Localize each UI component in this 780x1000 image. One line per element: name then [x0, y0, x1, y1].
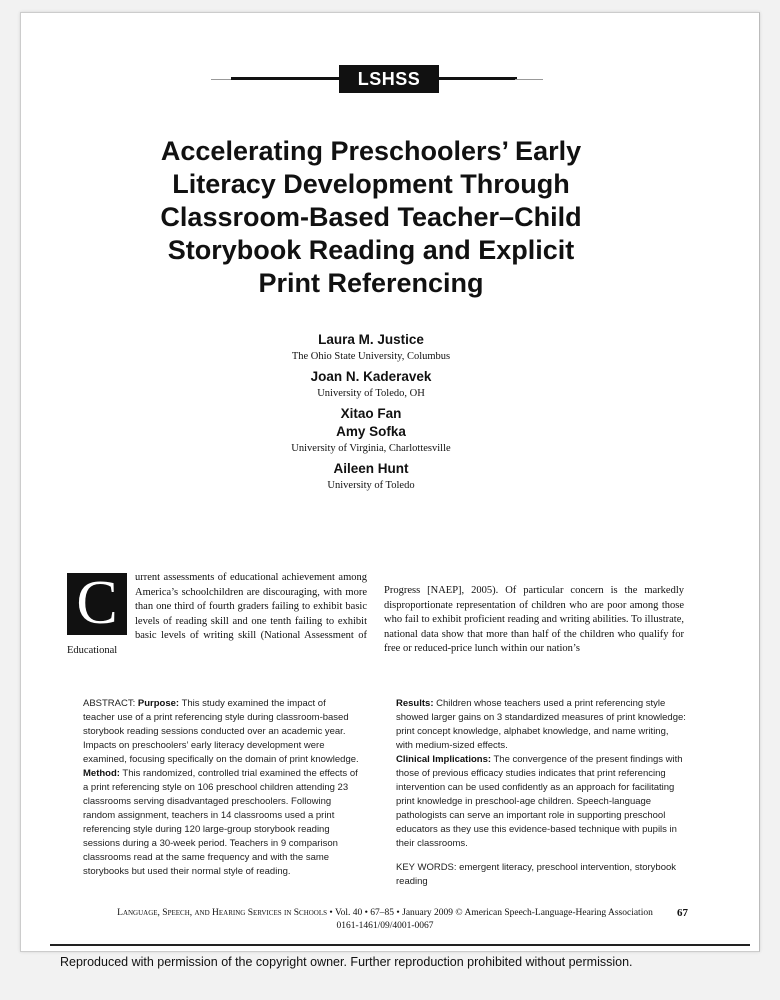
author-name: Amy Sofka [336, 424, 406, 439]
author-affiliation: University of Toledo, OH [317, 388, 425, 399]
abstract-clinical [396, 753, 686, 851]
header-rule-faint-right [515, 79, 543, 80]
results-label: Results: [396, 698, 434, 709]
intro-text-right: Progress [NAEP], 2005). Of particular concern is the markedly disproportionate representation of children who are poor among those who fail to exhibit proficient reading and writing abilities. To illustrate, national data show that more than half of the children who qualify for free or reduced-price lunch within our nation’s [384, 585, 684, 654]
title-line: Accelerating Preschoolers’ Early [160, 136, 582, 166]
header-rule-right [439, 77, 517, 80]
author-affiliation: The Ohio State University, Columbus [291, 351, 451, 362]
intro-text-left: urrent assessments of educational achievement among America’s schoolchildren are discouraging, with more than one third of fourth graders failing to exhibit basic levels of reading skill and one tenth failing to exhibit basic levels of writing skill (National Assessment of Educational [67, 572, 367, 656]
clinical-label: Clinical Implications: [396, 754, 492, 765]
purpose-label: Purpose: [137, 698, 180, 709]
permission-notice: Reproduced with permission of the copyright owner. Further reproduction prohibited without permission. [60, 955, 633, 969]
page-number: 67 [677, 907, 688, 919]
header-rule-left [231, 77, 339, 80]
journal-name: Language, Speech, and Hearing Services in Schools [117, 908, 328, 918]
article-title [141, 135, 601, 300]
method-label: Method: [83, 768, 120, 779]
abstract-method [83, 767, 359, 879]
header-rule-faint-left [211, 79, 233, 80]
abstract-prefix: ABSTRACT: [83, 698, 136, 709]
title-line: Storybook Reading and Explicit [167, 235, 575, 265]
keywords: KEY WORDS: emergent literacy, preschool intervention, storybook reading [396, 862, 677, 887]
title-line: Classroom-Based Teacher–Child [160, 202, 582, 232]
drop-cap: C [67, 573, 127, 635]
method-text: This randomized, controlled trial examined the effects of a print referencing style on 106 preschool children attending 23 classrooms serving disadvantaged preschoolers. Following random assignment, teachers in 14 classrooms used a print referencing style during 120 large-group storybook reading sessions during a 30-week period. Teachers in 9 comparison classrooms read at the same frequency and with the same storybooks but used their normal style of reading. [83, 768, 358, 877]
author-name: Xitao Fan [340, 406, 402, 421]
intro-column-left [67, 571, 367, 658]
purpose-text: This study examined the impact of teacher use of a print referencing style during classroom-based storybook reading sessions conducted over an academic year. Impacts on preschoolers’ early literacy development were examined, focusing specifically on the domain of print knowledge. [83, 698, 359, 765]
author-affiliation: University of Toledo [327, 480, 415, 491]
author-affiliation: University of Virginia, Charlottesville [291, 443, 451, 454]
results-text: Children whose teachers used a print referencing style showed larger gains on 3 standardized measures of print knowledge: print concept knowledge, alphabet knowledge, and name writing, with medium-sized effects. [396, 698, 686, 751]
author-name: Aileen Hunt [333, 461, 409, 476]
journal-page [20, 12, 760, 952]
clinical-text: The convergence of the present findings with those of previous efficacy studies indicates that print referencing intervention can be used confidently as an approach for facilitating print knowledge in preschool-age children. Speech-language pathologists can serve an important role in supporting preschool educators as they use this evidence-based technique with pupils in their classrooms. [396, 754, 683, 849]
issn: 0161-1461/09/4001-0067 [336, 921, 434, 931]
citation-footer [65, 907, 705, 933]
citation-text: • Vol. 40 • 67–85 • January 2009 © American Speech-Language-Hearing Association [329, 908, 653, 918]
title-line: Literacy Development Through [172, 169, 570, 199]
abstract-column-left [83, 697, 359, 879]
bottom-rule [50, 944, 750, 946]
abstract-results [396, 697, 686, 753]
journal-badge: LSHSS [339, 65, 439, 93]
author-name: Laura M. Justice [318, 332, 424, 347]
title-line: Print Referencing [258, 268, 484, 298]
abstract-column-right [396, 697, 686, 889]
abstract-purpose [83, 697, 359, 767]
intro-column-right [384, 584, 684, 657]
author-name: Joan N. Kaderavek [310, 369, 432, 384]
author-block [191, 331, 551, 497]
